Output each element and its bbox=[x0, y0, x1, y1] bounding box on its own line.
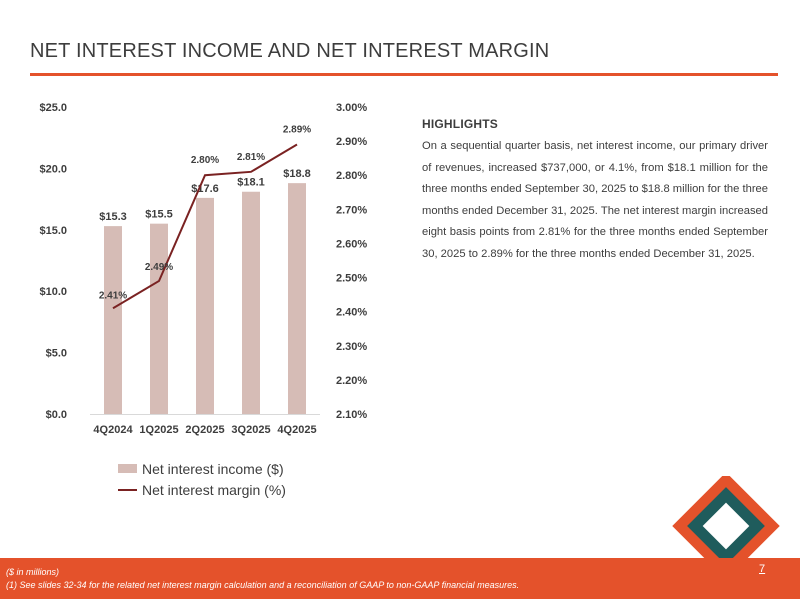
bar-data-label: $18.8 bbox=[283, 168, 311, 181]
legend-swatch-bar bbox=[118, 464, 137, 473]
y-right-tick-label: 2.60% bbox=[336, 238, 368, 251]
x-tick-label: 2Q2025 bbox=[185, 424, 225, 436]
legend-label-line: Net interest margin (%) bbox=[142, 481, 286, 498]
page-title: NET INTEREST INCOME AND NET INTEREST MARGIN bbox=[30, 40, 550, 62]
bar-data-label: $15.3 bbox=[99, 211, 127, 224]
y-right-tick-label: 2.70% bbox=[336, 204, 368, 217]
y-right-tick-label: 2.40% bbox=[336, 306, 368, 319]
highlights-panel bbox=[422, 117, 768, 265]
page-number: 7 bbox=[759, 563, 766, 575]
footer-bar bbox=[0, 558, 800, 599]
x-tick-label: 4Q2025 bbox=[277, 424, 317, 436]
y-right-tick-label: 2.20% bbox=[336, 374, 368, 387]
bar bbox=[196, 198, 214, 414]
x-tick-label: 3Q2025 bbox=[231, 424, 271, 436]
y-right-tick-label: 2.50% bbox=[336, 272, 368, 285]
line-data-label: 2.89% bbox=[282, 124, 312, 136]
x-tick-label: 1Q2025 bbox=[139, 424, 179, 436]
line-data-label: 2.49% bbox=[144, 261, 174, 273]
legend-swatch-line bbox=[118, 489, 137, 491]
y-left-tick-label: $0.0 bbox=[45, 409, 67, 421]
legend-item-line bbox=[118, 479, 286, 500]
chart-legend bbox=[118, 458, 286, 500]
bar bbox=[288, 183, 306, 414]
company-logo bbox=[672, 476, 780, 562]
y-left-tick-label: $20.0 bbox=[39, 163, 67, 176]
y-right-tick-label: 2.90% bbox=[336, 136, 368, 149]
bar-data-label: $17.6 bbox=[191, 182, 219, 195]
highlights-body: On a sequential quarter basis, net interest income, our primary driver of revenues, increased $737,000, or 4.1%, from $18.1 million for the three months ended September 30, 2025 to $18.8 million for the three months ended December 31, 2025. The net interest margin increased eight basis points from 2.81% for the three months ended September 30, 2025 to 2.89% for the three months ended December 31, 2025. bbox=[422, 140, 768, 260]
footer-note-1: (1) See slides 32-34 for the related net interest margin calculation and a reconciliation of GAAP to non-GAAP financial measures. bbox=[6, 580, 520, 590]
line-data-label: 2.81% bbox=[236, 151, 266, 163]
y-left-tick-label: $15.0 bbox=[39, 224, 67, 237]
legend-item-bar bbox=[118, 458, 286, 479]
bar-data-label: $18.1 bbox=[237, 176, 265, 189]
bar bbox=[242, 192, 260, 414]
y-right-tick-label: 2.80% bbox=[336, 170, 368, 183]
line-data-label: 2.80% bbox=[190, 155, 220, 167]
y-right-tick-label: 2.10% bbox=[336, 409, 368, 421]
bar bbox=[150, 224, 168, 414]
y-left-tick-label: $5.0 bbox=[45, 347, 67, 360]
bar bbox=[104, 226, 122, 414]
footer-note-units: ($ in millions) bbox=[6, 567, 60, 577]
highlights-heading: HIGHLIGHTS bbox=[422, 117, 498, 131]
y-right-tick-label: 3.00% bbox=[336, 102, 368, 114]
line-data-label: 2.41% bbox=[98, 290, 128, 302]
legend-label-bar: Net interest income ($) bbox=[142, 460, 284, 477]
bar-data-label: $15.5 bbox=[145, 208, 173, 221]
y-left-tick-label: $10.0 bbox=[39, 286, 67, 299]
y-right-tick-label: 2.30% bbox=[336, 340, 368, 353]
y-left-tick-label: $25.0 bbox=[39, 102, 67, 114]
x-tick-label: 4Q2024 bbox=[93, 424, 133, 436]
